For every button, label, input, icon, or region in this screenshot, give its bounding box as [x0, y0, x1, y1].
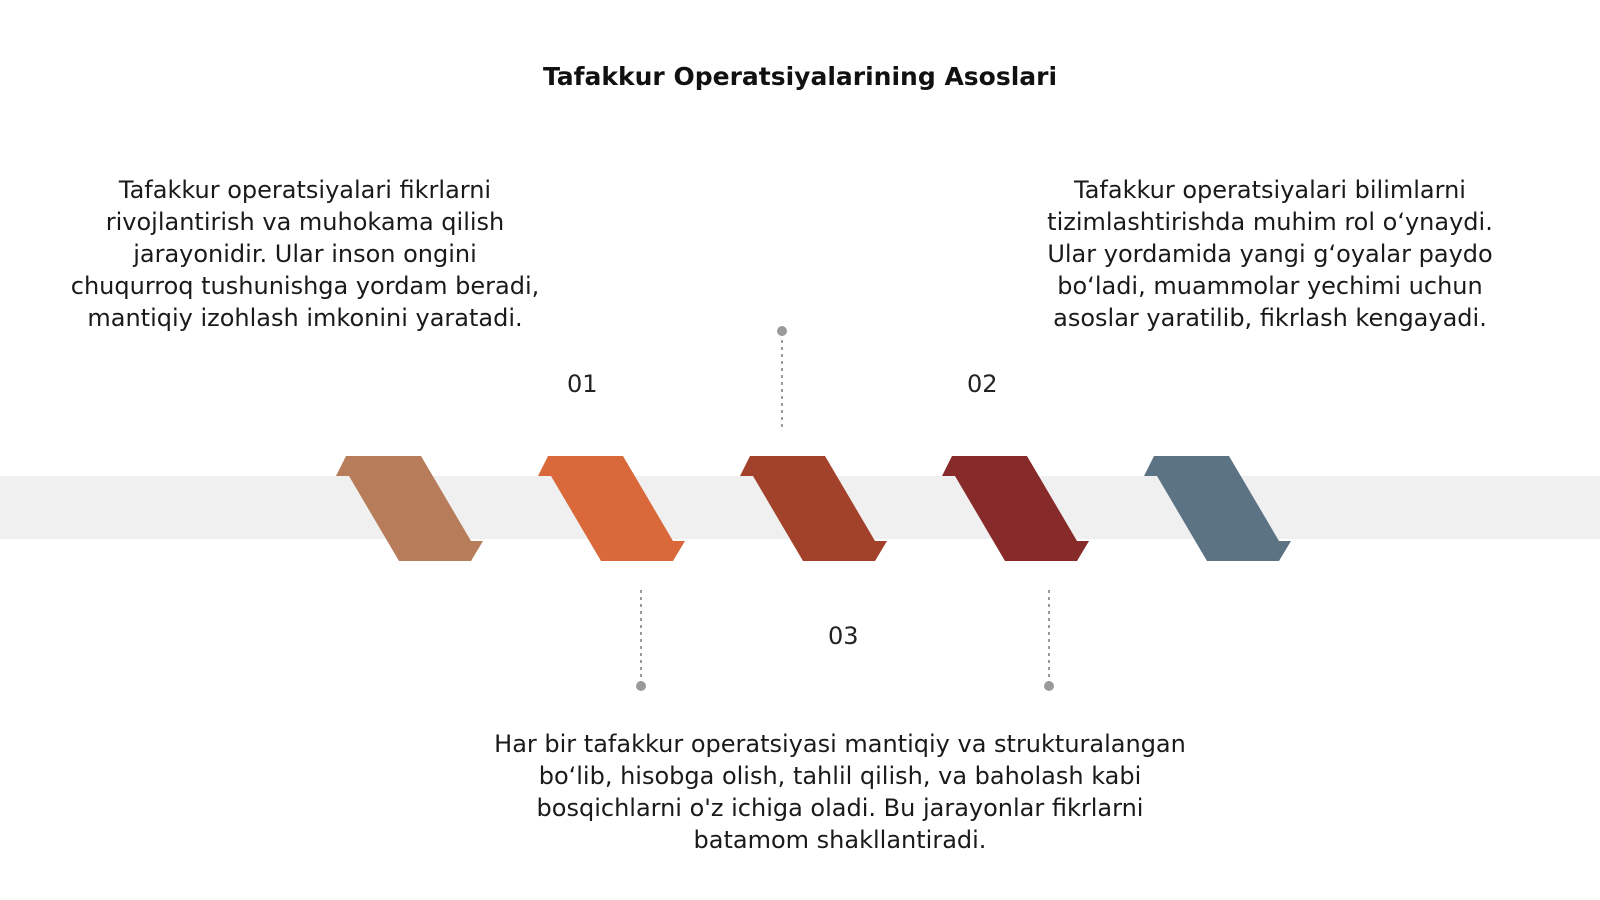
connector-bottom-right	[1044, 590, 1054, 691]
timeline-shape-3	[740, 456, 887, 561]
connector-top	[777, 326, 787, 428]
step-01-description: Tafakkur operatsiyalari fikrlarni rivojlantirish va muhokama qilish jarayonidir. Ular inson ongini chuqurroq tushunishga yordam beradi, mantiqiy izohlash imkonini yaratadi.	[70, 176, 540, 332]
step-03-description: Har bir tafakkur operatsiyasi mantiqiy va strukturalangan bo‘lib, hisobga olish, tahlil qilish, va baholash kabi bosqichlarni o'z ichiga oladi. Bu jarayonlar fikrlarni batamom shakllantiradi.	[494, 730, 1186, 854]
timeline-shape-1	[336, 456, 483, 561]
connector-bottom-left	[636, 590, 646, 691]
step-03-number: 03	[828, 622, 859, 650]
step-01-number: 01	[567, 370, 598, 398]
page-title: Tafakkur Operatsiyalarining Asoslari	[542, 62, 1058, 91]
step-02-number: 02	[967, 370, 998, 398]
timeline-shape-5	[1144, 456, 1291, 561]
timeline-shape-4	[942, 456, 1089, 561]
step-02-description: Tafakkur operatsiyalari bilimlarni tizimlashtirishda muhim rol o‘ynaydi. Ular yordamida yangi g‘oyalar paydo bo‘ladi, muammolar yechimi uchun asoslar yaratilib, fikrlash kengayadi.	[1047, 176, 1493, 332]
timeline-shape-2	[538, 456, 685, 561]
